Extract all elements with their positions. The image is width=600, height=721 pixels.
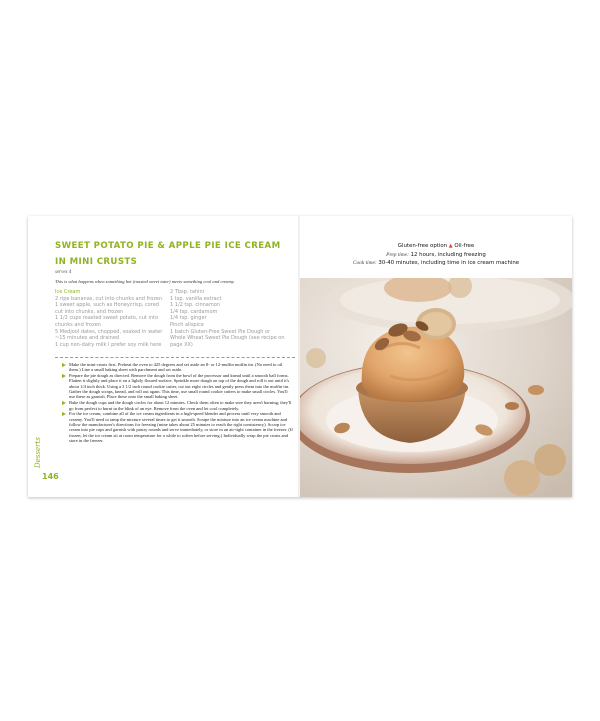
ingredient-item: 1 batch Gluten-Free Sweet Pie Dough or Whole Wheat Sweet Pie Dough (see recipe on page XX) — [170, 328, 285, 348]
right-page — [300, 216, 572, 497]
side-label-text: Desserts — [34, 437, 42, 468]
page-number: 146 — [42, 472, 59, 481]
ingredients-column-2 — [170, 289, 285, 348]
method-step — [62, 373, 294, 400]
triangle-bullet-icon — [62, 401, 66, 405]
book-spread — [28, 216, 572, 497]
prep-time — [300, 251, 572, 260]
ingredients-column-1 — [55, 289, 163, 348]
prep-time-value: 12 hours, including freezing — [410, 251, 486, 258]
ingredient-item: 1 cup non-dairy milk I prefer soy milk here — [55, 341, 162, 348]
method-step-text: Bake the dough cups and the dough circles for about 12 minutes. Check them often to make sure they aren't burning; they'll go from perfect to burnt in the blink of an eye. Remove from the oven and let cool completely. — [69, 400, 292, 411]
triangle-bullet-icon — [62, 412, 66, 416]
ingredient-item: 2 Tbsp. tahini — [170, 289, 205, 295]
serves-note: serves 4 — [55, 270, 72, 275]
oil-free-label: Oil-free — [454, 243, 475, 249]
ice-cream-pie-image — [300, 278, 572, 497]
method-step — [62, 362, 294, 373]
dessert-photo — [300, 278, 572, 497]
section-side-label — [34, 437, 52, 474]
recipe-title: SWEET POTATO PIE & APPLE PIE ICE CREAM IN MINI CRUSTS — [55, 241, 281, 267]
recipe-info — [300, 242, 572, 268]
gluten-free-label: Gluten-free option — [397, 243, 448, 249]
ingredient-item: 1 1/2 cups roasted sweet potato, cut into chunks and frozen — [55, 315, 159, 328]
method-step-text: Make the mini-crusts first. Preheat the oven to 425 degrees and set aside an 8- or 12-muffin muffin tin. (No need to oil them.) Line a small baking sheet with parchment and set aside. — [69, 362, 283, 373]
ingredient-item: 1 tsp. vanilla extract — [170, 295, 222, 302]
ingredient-item: 5 Medjool dates, chopped, soaked in water ~15 minutes and drained — [55, 328, 163, 342]
ingredient-item: 1 1/2 tsp. cinnamon — [170, 302, 220, 309]
ingredient-item: 1/4 tsp. ginger — [170, 315, 207, 322]
recipe-intro: This is what happens when something hot (roasted sweet tater) meets something cool and creamy. — [55, 279, 235, 284]
prep-time-label: Prep time: — [386, 251, 409, 258]
method-step — [62, 400, 294, 411]
method-steps — [62, 362, 294, 444]
ingredient-item: 1/4 tsp. cardamom — [170, 308, 218, 315]
cook-time-label: Cook time: — [352, 260, 377, 267]
triangle-bullet-icon — [62, 374, 66, 378]
cook-time — [300, 259, 572, 268]
cook-time-value: 30-40 minutes, including time in ice cream machine — [378, 260, 520, 267]
diet-options — [300, 242, 572, 251]
method-step-text: For the ice cream, combine all of the ice cream ingredients in a high-speed blender and process until very smooth and creamy. You'll need to tamp the mixture several times to get it smooth. Scrape the mixture into an ice cream machine and follow the manufacturer's directions for freezing (mine takes about 25 minutes to reach the right consistency). Scoop ice cream into pie cups and garnish with pastry rounds and serve immediately, or store in an air-tight container in the freezer. (If frozen, let the ice cream sit at room temperature for a while to soften before serving.) Individually wrap the pie crusts and store in the freezer. — [69, 411, 293, 443]
method-step — [62, 411, 294, 443]
left-page — [28, 216, 300, 497]
section-divider — [55, 357, 295, 358]
ingredient-item: 1 sweet apple, such as Honeycrisp, cored cut into chunks, and frozen — [55, 302, 159, 315]
triangle-bullet-icon — [62, 363, 66, 367]
warning-triangle-icon: ▲ — [448, 243, 453, 249]
ingredient-item: Pinch allspice — [170, 321, 204, 328]
ingredient-heading: Ice Cream — [55, 289, 81, 295]
method-step-text: Prepare the pie dough as directed. Remove the dough from the bowl of the processor and knead until a smooth ball forms. Flatten it slightly and place it on a lightly floured surface. Sprinkle more dough on top of the dough and roll it out until it's about 1/4 inch thick. Using a 3 1/2 inch round cookie cutter, cut out eight circles and gently press them into the muffin tin. Gather the dough scraps, knead, and roll out again. This time, use small round cookie cutters to make small circles. You'll use these as garnish. Place these onto the small baking sheet. — [69, 373, 290, 400]
ingredient-item: 2 ripe bananas, cut into chunks and frozen — [55, 295, 163, 302]
